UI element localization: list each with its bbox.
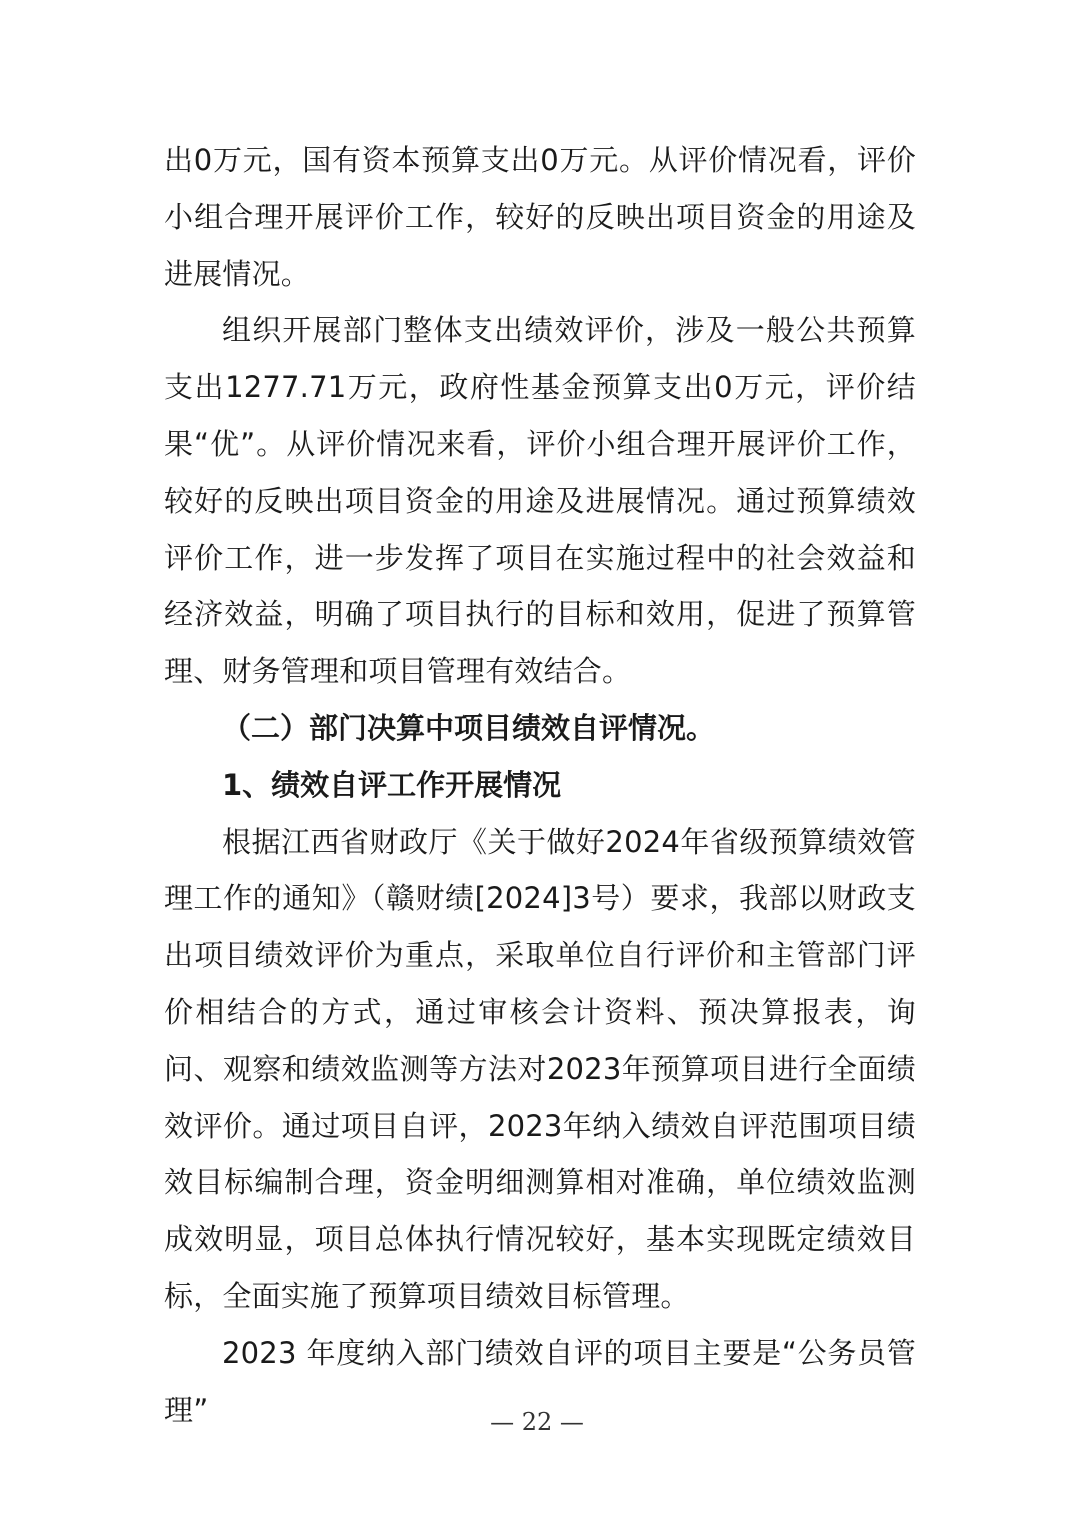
paragraph-self-evaluation: 根据江西省财政厅《关于做好2024年省级预算绩效管理工作的通知》（赣财绩[2024]3号）要求，我部以财政支出项目绩效评价为重点，采取单位自行评价和主管部门评价相结合的方式，通过审核会计资料、预决算报表，询问、观察和绩效监测等方法对2023年预算项目进行全面绩效评价。通过项目自评，2023年纳入绩效自评范围项目绩效目标编制合理，资金明细测算相对准确，单位绩效监测成效明显，项目总体执行情况较好，基本实现既定绩效目标，全面实施了预算项目绩效目标管理。 [164, 824, 916, 1313]
page-number: — 22 — [490, 1408, 584, 1436]
section-heading: （二）部门决算中项目绩效自评情况。 [222, 710, 716, 745]
paragraph-continuation: 出0万元，国有资本预算支出0万元。从评价情况看，评价小组合理开展评价工作，较好的反映出项目资金的用途及进展情况。 [164, 143, 916, 291]
paragraph-projects: 2023 年度纳入部门绩效自评的项目主要是“公务员管理” [164, 1335, 916, 1427]
paragraph-overall-evaluation: 组织开展部门整体支出绩效评价，涉及一般公共预算支出1277.71万元，政府性基金预算支出0万元，评价结果“优”。从评价情况来看，评价小组合理开展评价工作，较好的反映出项目资金的用途及进展情况。通过预算绩效评价工作，进一步发挥了项目在实施过程中的社会效益和经济效益，明确了项目执行的目标和效用，促进了预算管理、财务管理和项目管理有效结合。 [164, 313, 916, 689]
document-body [164, 132, 916, 1438]
subsection-heading: 1、绩效自评工作开展情况 [222, 767, 562, 802]
